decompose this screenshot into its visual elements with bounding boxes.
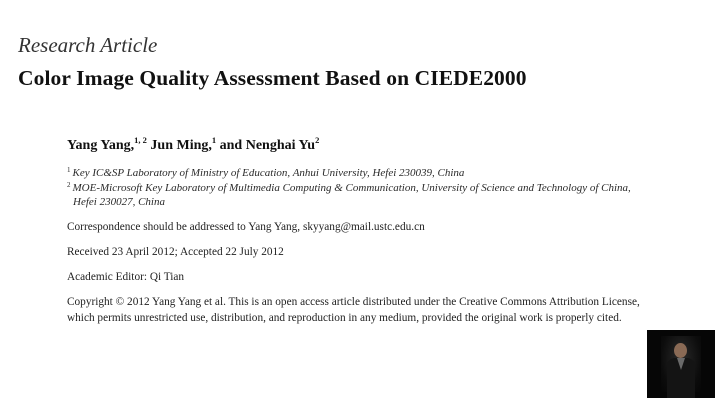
- affiliation-1: [67, 166, 464, 179]
- affiliation-text: MOE-Microsoft Key Laboratory of Multimedia Computing & Communication, University of Science and Technology of China,: [72, 182, 631, 194]
- author-affiliation-mark: 1: [211, 135, 217, 145]
- affiliation-2-continuation: Hefei 230027, China: [73, 196, 165, 208]
- article-type-label: Research Article: [18, 33, 158, 57]
- paper-title: Color Image Quality Assessment Based on CIEDE2000: [18, 66, 527, 90]
- affiliation-text: Key IC&SP Laboratory of Ministry of Education, Anhui University, Hefei 230039, China: [72, 167, 465, 179]
- author-name: and Nenghai Yu: [216, 138, 316, 153]
- author-affiliation-mark: 2: [315, 135, 320, 145]
- copyright-line-1: Copyright © 2012 Yang Yang et al. This is an open access article distributed under the Creative Commons Attribution License,: [67, 296, 640, 308]
- copyright-line-2: which permits unrestricted use, distribution, and reproduction in any medium, provided the original work is properly cited.: [67, 312, 622, 324]
- correspondence-line: Correspondence should be addressed to Yang Yang, skyyang@mail.ustc.edu.cn: [67, 221, 425, 233]
- author-name: Jun Ming,: [146, 138, 212, 153]
- author-affiliation-mark: 1, 2: [134, 135, 147, 145]
- affiliation-2: [67, 181, 631, 194]
- received-accepted-dates: Received 23 April 2012; Accepted 22 July 2012: [67, 246, 284, 258]
- academic-editor: Academic Editor: Qi Tian: [67, 271, 185, 283]
- presenter-video-thumbnail[interactable]: [647, 330, 715, 398]
- affiliation-mark: 1: [67, 166, 71, 174]
- affiliation-mark: 2: [67, 181, 71, 189]
- author-list: [67, 135, 319, 154]
- presenter-head: [674, 343, 687, 358]
- author-name: Yang Yang,: [67, 138, 135, 153]
